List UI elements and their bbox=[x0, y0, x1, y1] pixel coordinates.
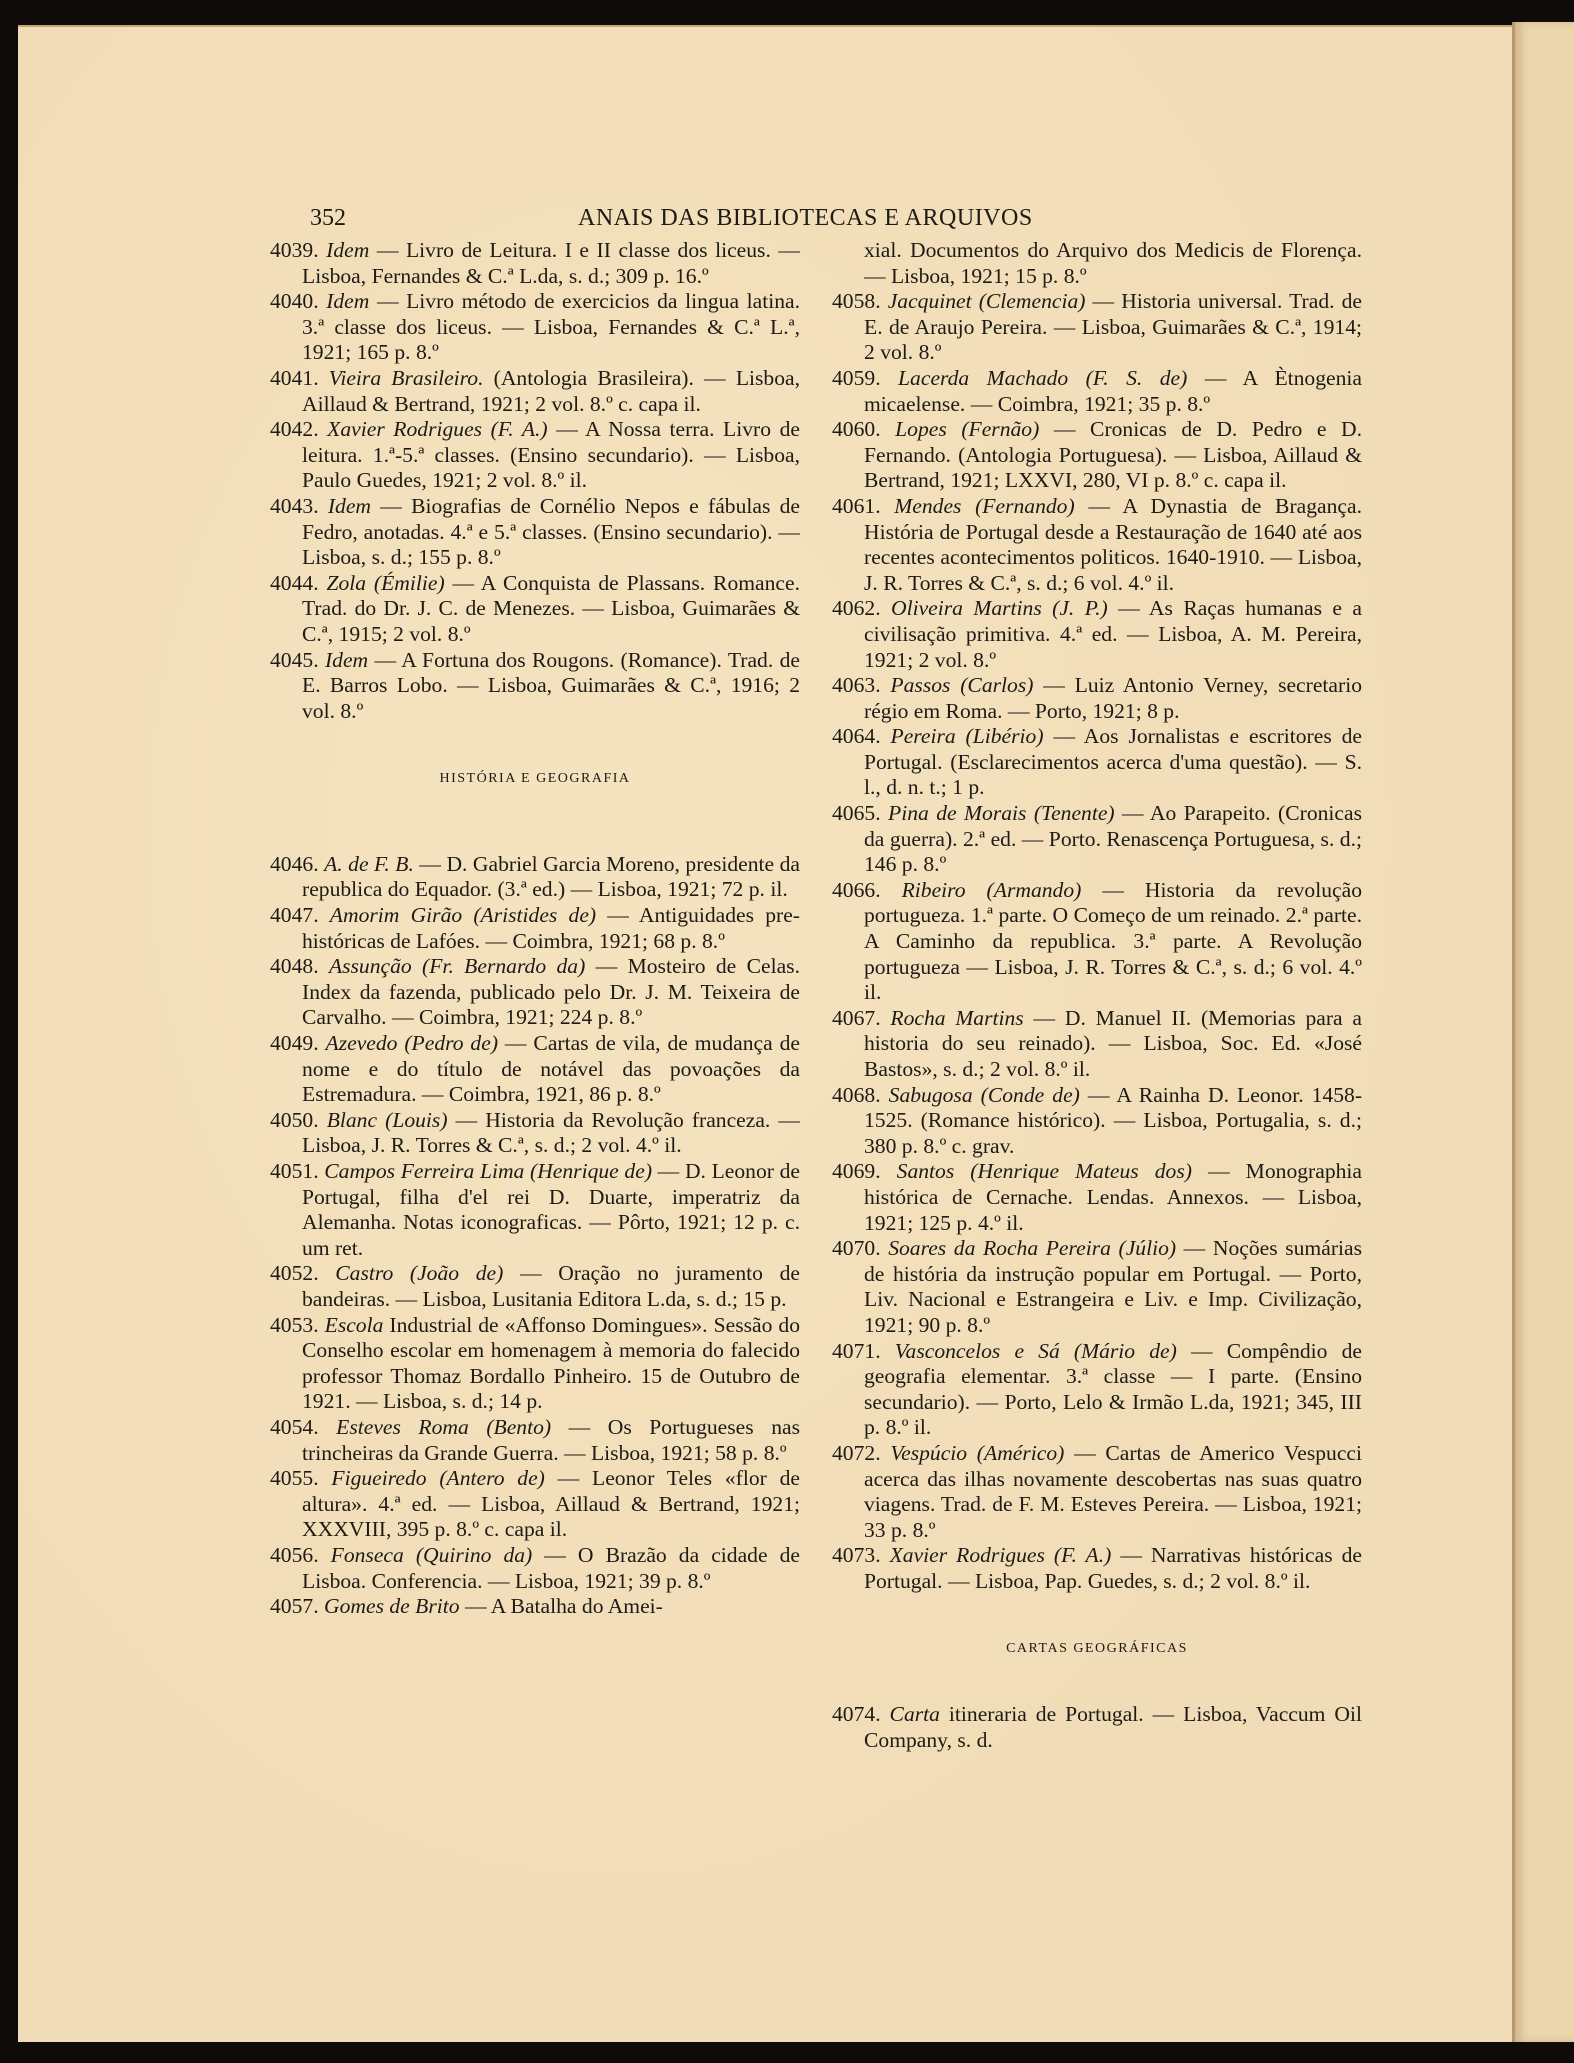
entry-text: — O Brazão da cidade de Lisboa. Conferencia. — Lisboa, 1921; 39 p. 8.º bbox=[302, 1542, 800, 1593]
entry-author: A. de F. B. bbox=[324, 851, 414, 876]
bibliography-entry bbox=[832, 1236, 1362, 1338]
entry-text: — Leonor Teles «flor de altura». 4.ª ed. — Lisboa, Aillaud & Bertrand, 1921; XXXVIII, 395 p. 8.º c. capa il. bbox=[302, 1466, 800, 1542]
entry-number: 4048. bbox=[270, 954, 319, 979]
entry-author: Passos (Carlos) bbox=[890, 673, 1034, 698]
entry-list bbox=[270, 238, 800, 724]
entry-author: Vieira Brasileiro. bbox=[328, 365, 484, 390]
entry-author: Escola bbox=[324, 1312, 384, 1337]
entry-text: — Ao Parapeito. (Cronicas da guerra). 2.ª ed. — Porto. Renascença Portuguesa, s. d.; 146 p. 8.º bbox=[864, 801, 1363, 877]
entry-number: 4060. bbox=[832, 417, 881, 442]
entry-author: Blanc (Louis) bbox=[326, 1107, 448, 1132]
entry-number: 4054. bbox=[270, 1414, 319, 1439]
entry-list bbox=[832, 289, 1362, 1594]
entry-author: Vespúcio (Américo) bbox=[890, 1440, 1065, 1465]
entry-text: — Historia universal. Trad. de E. de Araujo Pereira. — Lisboa, Guimarães & C.ª, 1914; 2 vol. 8.º bbox=[864, 289, 1362, 365]
entry-author: Santos (Henrique Mateus dos) bbox=[896, 1159, 1192, 1184]
bibliography-entry bbox=[270, 1108, 800, 1159]
spacer bbox=[270, 792, 800, 852]
entry-text: — Cartas de vila, de mudança de nome e do título de notável das povoações da Estremadura. — Coimbra, 1921, 86 p. 8.º bbox=[302, 1031, 800, 1107]
entry-number: 4042. bbox=[270, 417, 319, 442]
bibliography-entry bbox=[270, 903, 800, 954]
section-heading-historia: HISTÓRIA E GEOGRAFIA bbox=[439, 771, 631, 787]
spacer bbox=[270, 724, 800, 766]
entry-text: — Compêndio de geografia elementar. 3.ª classe — I parte. (Ensino secundario). — Porto, Lelo & Irmão L.da, 1921; 345, III p. 8.º il. bbox=[864, 1338, 1362, 1440]
entry-text: — Cartas de Americo Vespucci acerca das ilhas novamente descobertas nas suas quatro viagens. Trad. de F. M. Esteves Pereira. — Lisboa, 1921; 33 p. 8.º bbox=[864, 1440, 1362, 1542]
bibliography-entry bbox=[270, 1466, 800, 1543]
entry-text: — A Nossa terra. Livro de leitura. 1.ª-5.ª classes. (Ensino secundario). — Lisboa, Paulo Guedes, 1921; 2 vol. 8.º il. bbox=[302, 417, 800, 493]
entry-text: — Antiguidades pre-históricas de Lafóes. — Coimbra, 1921; 68 p. 8.º bbox=[302, 903, 800, 953]
entry-text: — Historia da revolução portugueza. 1.ª parte. O Começo de um reinado. 2.ª parte. A Caminho da republica. 3.ª parte. A Revolução portugueza — Lisboa, J. R. Torres & C.ª, s. d.; 6 vol. 4.º il. bbox=[864, 877, 1362, 1005]
right-column bbox=[832, 238, 1362, 1753]
spacer bbox=[832, 1594, 1362, 1636]
entry-author: Soares da Rocha Pereira (Júlio) bbox=[888, 1236, 1177, 1261]
bibliography-entry bbox=[832, 1006, 1362, 1083]
entry-number: 4059. bbox=[832, 365, 881, 390]
next-page-edge bbox=[1512, 22, 1574, 2042]
bibliography-entry bbox=[270, 954, 800, 1031]
entry-text: — A Rainha D. Leonor. 1458-1525. (Romance histórico). — Lisboa, Portugalia, s. d.; 380 p. 8.º c. grav. bbox=[864, 1082, 1363, 1158]
bibliography-entry bbox=[832, 596, 1362, 673]
spacer bbox=[832, 1662, 1362, 1702]
bibliography-entry bbox=[832, 673, 1362, 724]
entry-text: — D. Manuel II. (Memorias para a historia do seu reinado). — Lisboa, Soc. Ed. «José Bastos», s. d.; 2 vol. 8.º il. bbox=[864, 1005, 1362, 1081]
bibliography-entry bbox=[270, 852, 800, 903]
entry-number: 4053. bbox=[270, 1312, 319, 1337]
bibliography-entry bbox=[270, 494, 800, 571]
entry-author: Jacquinet (Clemencia) bbox=[887, 289, 1086, 314]
entry-list bbox=[832, 1702, 1362, 1753]
entry-author: Lopes (Fernão) bbox=[895, 417, 1040, 442]
entry-author: Campos Ferreira Lima (Henrique de) bbox=[324, 1159, 653, 1183]
bibliography-entry bbox=[832, 801, 1362, 878]
entry-number: 4070. bbox=[832, 1236, 881, 1261]
entry-text: — Cronicas de D. Pedro e D. Fernando. (Antologia Portuguesa). — Lisboa, Aillaud & Bertrand, 1921; LXXVI, 280, VI p. 8.º c. capa il. bbox=[864, 417, 1362, 493]
entry-text: — Luiz Antonio Verney, secretario régio em Roma. — Porto, 1921; 8 p. bbox=[864, 673, 1362, 723]
entry-text: — A Ètnogenia micaelense. — Coimbra, 1921; 35 p. 8.º bbox=[864, 365, 1362, 416]
entry-number: 4069. bbox=[832, 1159, 881, 1184]
entry-author: Ribeiro (Armando) bbox=[901, 877, 1082, 902]
entry-text: — Noções sumárias de história da instrução popular em Portugal. — Porto, Liv. Nacional e Estrangeira e Liv. e Imp. Civilização, 1921; 90 p. 8.º bbox=[864, 1236, 1362, 1337]
entry-text: — Narrativas históricas de Portugal. — Lisboa, Pap. Guedes, s. d.; 2 vol. 8.º il. bbox=[864, 1543, 1362, 1593]
entry-number: 4043. bbox=[270, 493, 319, 518]
entry-number: 4067. bbox=[832, 1005, 881, 1030]
entry-author: Assunção (Fr. Bernardo da) bbox=[328, 954, 586, 979]
entry-list bbox=[270, 852, 800, 1620]
entry-author: Castro (João de) bbox=[335, 1261, 504, 1286]
bibliography-entry bbox=[270, 1313, 800, 1415]
entry-number: 4044. bbox=[270, 570, 319, 595]
left-column bbox=[270, 238, 800, 1620]
bibliography-entry bbox=[270, 417, 800, 494]
entry-author: Idem bbox=[326, 238, 370, 262]
entry-author: Idem bbox=[327, 493, 372, 518]
entry-number: 4041. bbox=[270, 365, 319, 390]
bibliography-entry bbox=[832, 1543, 1362, 1594]
entry-number: 4049. bbox=[270, 1031, 319, 1056]
entry-text: — Mosteiro de Celas. Index da fazenda, publicado pelo Dr. J. M. Teixeira de Carvalho. — Coimbra, 1921; 224 p. 8.º bbox=[302, 954, 800, 1030]
entry-author: Fonseca (Quirino da) bbox=[330, 1542, 533, 1567]
entry-number: 4050. bbox=[270, 1107, 319, 1132]
entry-text: — Oração no juramento de bandeiras. — Lisboa, Lusitania Editora L.da, s. d.; 15 p. bbox=[302, 1261, 800, 1311]
running-title: ANAIS DAS BIBLIOTECAS E ARQUIVOS bbox=[578, 205, 1033, 231]
bibliography-entry bbox=[832, 366, 1362, 417]
bibliography-entry bbox=[270, 1594, 800, 1620]
entry-number: 4056. bbox=[270, 1542, 319, 1567]
bibliography-entry bbox=[832, 1339, 1362, 1441]
entry-text: — Biografias de Cornélio Nepos e fábulas de Fedro, anotadas. 4.ª e 5.ª classes. (Ensino secundario). — Lisboa, s. d.; 155 p. 8.º bbox=[302, 493, 800, 570]
page-number: 352 bbox=[310, 205, 346, 231]
bibliography-entry bbox=[832, 494, 1362, 596]
bibliography-entry bbox=[270, 1159, 800, 1261]
entry-text: — As Raças humanas e a civilisação primitiva. 4.ª ed. — Lisboa, A. M. Pereira, 1921; 2 vol. 8.º bbox=[864, 596, 1362, 672]
entry-number: 4051. bbox=[270, 1159, 319, 1183]
entry-number: 4058. bbox=[832, 289, 881, 314]
entry-number: 4068. bbox=[832, 1082, 881, 1107]
bibliography-entry bbox=[270, 1261, 800, 1312]
entry-text: — Os Portugueses nas trincheiras da Grande Guerra. — Lisboa, 1921; 58 p. 8.º bbox=[302, 1414, 800, 1465]
entry-author: Idem bbox=[324, 647, 369, 672]
entry-text: — Livro de Leitura. I e II classe dos liceus. — Lisboa, Fernandes & C.ª L.da, s. d.; 309 p. 16.º bbox=[302, 238, 800, 288]
bibliography-entry bbox=[270, 289, 800, 366]
bibliography-entry bbox=[832, 1083, 1362, 1160]
entry-author: Xavier Rodrigues (F. A.) bbox=[327, 417, 548, 442]
entry-number: 4045. bbox=[270, 647, 319, 672]
bibliography-entry bbox=[270, 1415, 800, 1466]
entry-number: 4057. bbox=[270, 1594, 319, 1619]
entry-text: — A Conquista de Plassans. Romance. Trad. do Dr. J. C. de Menezes. — Lisboa, Guimarães & C.ª, 1915; 2 vol. 8.º bbox=[302, 570, 800, 646]
entry-number: 4047. bbox=[270, 903, 319, 928]
section-heading-cartas: CARTAS GEOGRÁFICAS bbox=[1006, 1641, 1188, 1657]
bibliography-entry bbox=[832, 1702, 1362, 1753]
entry-author: Zola (Émilie) bbox=[326, 570, 445, 595]
entry-number: 4066. bbox=[832, 877, 881, 902]
entry-author: Sabugosa (Conde de) bbox=[888, 1082, 1080, 1107]
entry-number: 4064. bbox=[832, 724, 881, 749]
bibliography-entry bbox=[832, 1441, 1362, 1543]
bibliography-entry bbox=[832, 878, 1362, 1006]
entry-number: 4055. bbox=[270, 1466, 319, 1491]
entry-author: Carta bbox=[889, 1702, 940, 1727]
bibliography-entry bbox=[270, 238, 800, 289]
entry-number: 4040. bbox=[270, 289, 319, 314]
entry-text: — D. Gabriel Garcia Moreno, presidente da republica do Equador. (3.ª ed.) — Lisboa, 1921; 72 p. il. bbox=[302, 851, 801, 902]
entry-continuation: xial. Documentos do Arquivo dos Medicis de Florença. — Lisboa, 1921; 15 p. 8.º bbox=[864, 238, 1362, 288]
entry-author: Idem bbox=[326, 289, 370, 314]
bibliography-entry bbox=[832, 417, 1362, 494]
entry-author: Gomes de Brito bbox=[324, 1594, 460, 1619]
entry-number: 4073. bbox=[832, 1543, 881, 1568]
entry-text: — A Batalha do Amei- bbox=[459, 1594, 663, 1619]
entry-text: — Monographia histórica de Cernache. Lendas. Annexos. — Lisboa, 1921; 125 p. 4.º il. bbox=[864, 1159, 1362, 1235]
entry-text: itineraria de Portugal. — Lisboa, Vaccum Oil Company, s. d. bbox=[864, 1702, 1362, 1752]
entry-author: Amorim Girão (Aristides de) bbox=[329, 903, 597, 928]
entry-author: Xavier Rodrigues (F. A.) bbox=[889, 1543, 1112, 1568]
bibliography-entry bbox=[832, 724, 1362, 801]
entry-author: Oliveira Martins (J. P.) bbox=[891, 596, 1108, 621]
entry-number: 4072. bbox=[832, 1440, 881, 1465]
entry-text: Industrial de «Affonso Domingues». Sessão do Conselho escolar em homenagem à memoria do falecido professor Thomaz Bordallo Pinheiro. 15 de Outubro de 1921. — Lisboa, s. d.; 14 p. bbox=[302, 1312, 800, 1414]
entry-number: 4074. bbox=[832, 1702, 881, 1727]
entry-number: 4063. bbox=[832, 673, 881, 698]
bibliography-entry bbox=[270, 571, 800, 648]
entry-number: 4046. bbox=[270, 851, 319, 876]
entry-text: — Historia da Revolução franceza. — Lisboa, J. R. Torres & C.ª, s. d.; 2 vol. 4.º il. bbox=[302, 1107, 801, 1158]
entry-text: (Antologia Brasileira). — Lisboa, Aillaud & Bertrand, 1921; 2 vol. 8.º c. capa il. bbox=[302, 365, 800, 416]
bibliography-entry bbox=[270, 1031, 800, 1108]
entry-author: Figueiredo (Antero de) bbox=[331, 1466, 545, 1491]
entry-author: Rocha Martins bbox=[890, 1005, 1024, 1030]
entry-number: 4052. bbox=[270, 1261, 319, 1286]
entry-text: — A Fortuna dos Rougons. (Romance). Trad. de E. Barros Lobo. — Lisboa, Guimarães & C.ª, 1916; 2 vol. 8.º bbox=[302, 647, 800, 723]
bibliography-entry bbox=[270, 648, 800, 725]
entry-author: Pina de Morais (Tenente) bbox=[888, 801, 1115, 826]
entry-number: 4065. bbox=[832, 801, 881, 826]
entry-author: Esteves Roma (Bento) bbox=[336, 1414, 552, 1439]
entry-author: Azevedo (Pedro de) bbox=[325, 1031, 499, 1056]
entry-number: 4062. bbox=[832, 596, 881, 621]
entry-author: Pereira (Libério) bbox=[890, 724, 1044, 749]
entry-text: — Aos Jornalistas e escritores de Portugal. (Esclarecimentos acerca d'uma questão). — S. l., d. n. t.; 1 p. bbox=[864, 724, 1363, 800]
entry-text: — D. Leonor de Portugal, filha d'el rei D. Duarte, imperatriz da Alemanha. Notas iconograficas. — Pôrto, 1921; 12 p. c. um ret. bbox=[302, 1159, 801, 1260]
entry-text: — Livro método de exercicios da lingua latina. 3.ª classe dos liceus. — Lisboa, Fernandes & C.ª L.ª, 1921; 165 p. 8.º bbox=[302, 289, 800, 365]
entry-text: — A Dynastia de Bragança. História de Portugal desde a Restauração de 1640 até aos recentes acontecimentos politicos. 1640-1910. — Lisboa, J. R. Torres & C.ª, s. d.; 6 vol. 4.º il. bbox=[864, 493, 1362, 595]
entry-number: 4061. bbox=[832, 493, 881, 518]
bibliography-entry bbox=[270, 366, 800, 417]
entry-author: Mendes (Fernando) bbox=[894, 493, 1075, 518]
bibliography-entry bbox=[270, 1543, 800, 1594]
bibliography-entry bbox=[832, 289, 1362, 366]
entry-author: Lacerda Machado (F. S. de) bbox=[898, 365, 1188, 390]
bibliography-entry bbox=[832, 1159, 1362, 1236]
entry-number: 4039. bbox=[270, 238, 319, 262]
entry-author: Vasconcelos e Sá (Mário de) bbox=[894, 1338, 1177, 1363]
entry-number: 4071. bbox=[832, 1338, 881, 1363]
